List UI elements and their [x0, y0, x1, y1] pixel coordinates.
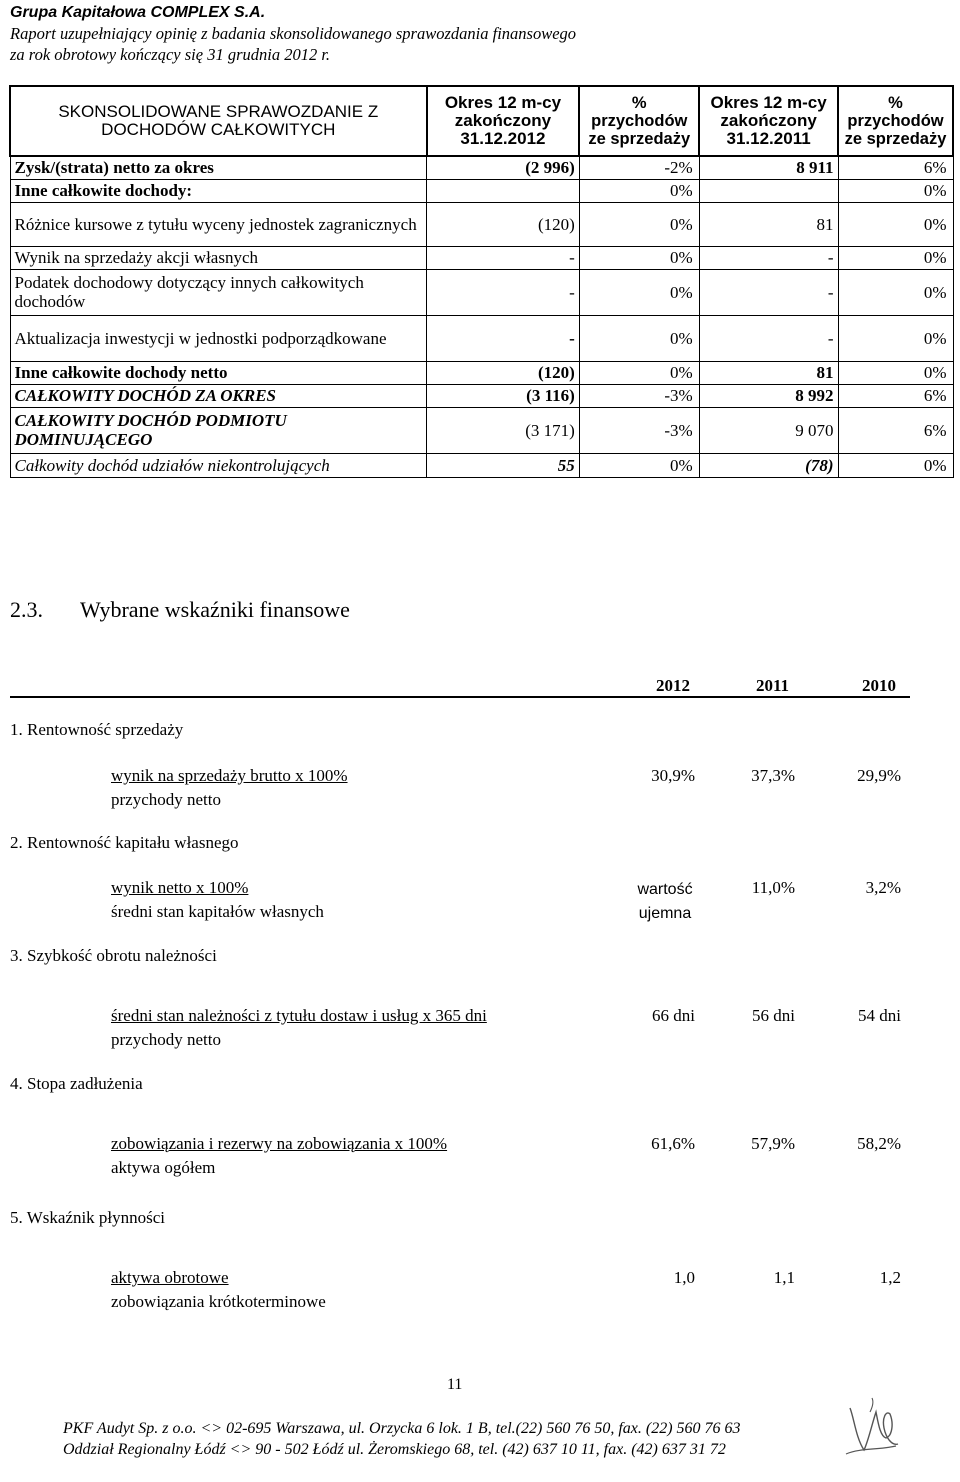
indicator-value-2012: [620, 878, 710, 926]
indicator-value-2011: 37,3%: [751, 766, 795, 785]
pct-2012: 0%: [579, 179, 699, 202]
row-label: Podatek dochodowy dotyczący innych całkowitych dochodów: [10, 269, 427, 315]
column-header-period-2012: Okres 12 m-cy zakończony 31.12.2012: [427, 86, 580, 156]
pct-2012: -2%: [579, 156, 699, 179]
formula-denominator: przychody netto: [111, 1030, 221, 1049]
indicator-title: 1. Rentowność sprzedaży: [10, 720, 184, 739]
row-label: CAŁKOWITY DOCHÓD PODMIOTU DOMINUJĄCEGO: [10, 407, 427, 453]
indicator-title: 2. Rentowność kapitału własnego: [10, 833, 239, 852]
pct-2011: 0%: [838, 269, 953, 315]
table-row: [10, 246, 953, 269]
pct-2012: 0%: [579, 315, 699, 361]
indicator-title: 5. Wskaźnik płynności: [10, 1208, 166, 1227]
pct-2012: 0%: [579, 361, 699, 384]
indicator-value-2010: 54 dni: [858, 1006, 901, 1025]
indicator-value-2010: 3,2%: [865, 878, 901, 897]
value-2012: (3 116): [427, 384, 580, 407]
formula-numerator: wynik netto x 100%: [111, 878, 249, 897]
pct-2012: -3%: [579, 407, 699, 453]
value-2011: [699, 179, 838, 202]
pct-2012: 0%: [579, 202, 699, 246]
table-row: [10, 453, 953, 477]
indicator-title: 3. Szybkość obrotu należności: [10, 946, 217, 965]
section-heading: [10, 597, 350, 623]
value-2012: (2 996): [427, 156, 580, 179]
table-row: [10, 407, 953, 453]
table-row: [10, 269, 953, 315]
table-header-row: [10, 86, 953, 156]
indicator-value-2012: 30,9%: [651, 766, 695, 785]
formula-denominator: zobowiązania krótkoterminowe: [111, 1292, 326, 1311]
value-note-line: ujemna: [638, 905, 692, 922]
value-2011: 8 911: [699, 156, 838, 179]
row-label: Inne całkowite dochody netto: [10, 361, 427, 384]
pct-2011: 0%: [838, 179, 953, 202]
table-row: [10, 315, 953, 361]
pct-2012: -3%: [579, 384, 699, 407]
indicator-title: 4. Stopa zadłużenia: [10, 1074, 143, 1093]
indicator-value-2011: 11,0%: [751, 878, 795, 897]
column-header-period-2011: Okres 12 m-cy zakończony 31.12.2011: [699, 86, 838, 156]
year-header-2010: 2010: [862, 676, 896, 695]
pct-2011: 0%: [838, 202, 953, 246]
indicator-value-2012: 66 dni: [652, 1006, 695, 1025]
page-number: 11: [447, 1376, 463, 1393]
value-2012: -: [427, 246, 580, 269]
pct-2011: 6%: [838, 384, 953, 407]
formula-numerator: średni stan należności z tytułu dostaw i usług x 365 dni: [111, 1006, 487, 1025]
year-header-2011: 2011: [756, 676, 790, 695]
indicator-value-2010: 58,2%: [857, 1134, 901, 1153]
formula-numerator: zobowiązania i rezerwy na zobowiązania x 100%: [111, 1134, 448, 1153]
indicator-formula: [111, 764, 348, 812]
footer-line: PKF Audyt Sp. z o.o. <> 02-695 Warszawa, ul. Orzycka 6 lok. 1 B, tel.(22) 560 76 50, fax. (22) 560 76 63: [63, 1420, 741, 1437]
indicator-value-2012: 61,6%: [651, 1134, 695, 1153]
value-2011: 9 070: [699, 407, 838, 453]
value-2011: (78): [699, 453, 838, 477]
handwritten-signature-icon: [842, 1388, 902, 1468]
formula-denominator: średni stan kapitałów własnych: [111, 902, 324, 921]
indicator-formula: [111, 1132, 447, 1180]
formula-denominator: aktywa ogółem: [111, 1158, 216, 1177]
footer-line: Oddział Regionalny Łódź <> 90 - 502 Łódź ul. Żeromskiego 68, tel. (42) 637 10 11, fax. (42) 637 31 72: [63, 1441, 726, 1458]
year-header-2012: 2012: [656, 676, 690, 695]
value-2011: -: [699, 269, 838, 315]
indicator-value-2010: 29,9%: [857, 766, 901, 785]
indicator-value-2011: 57,9%: [751, 1134, 795, 1153]
comprehensive-income-table: [9, 85, 954, 478]
table-title: SKONSOLIDOWANE SPRAWOZDANIE Z DOCHODÓW CAŁKOWITYCH: [10, 86, 427, 156]
pct-2011: 0%: [838, 361, 953, 384]
formula-numerator: wynik na sprzedaży brutto x 100%: [111, 766, 348, 785]
pct-2011: 0%: [838, 246, 953, 269]
report-subtitle: Raport uzupełniający opinię z badania skonsolidowanego sprawozdania finansowego: [10, 24, 577, 43]
row-label: Aktualizacja inwestycji w jednostki podporządkowane: [10, 315, 427, 361]
value-2012: (120): [427, 202, 580, 246]
pct-2011: 0%: [838, 453, 953, 477]
row-label: CAŁKOWITY DOCHÓD ZA OKRES: [10, 384, 427, 407]
indicator-formula: [111, 1004, 487, 1052]
indicator-value-2011: 1,1: [773, 1268, 795, 1287]
pct-2011: 6%: [838, 156, 953, 179]
table-row: [10, 179, 953, 202]
table-row: [10, 361, 953, 384]
row-label: Wynik na sprzedaży akcji własnych: [10, 246, 427, 269]
value-2012: 55: [427, 453, 580, 477]
pct-2012: 0%: [579, 453, 699, 477]
column-header-pct-2011: % przychodów ze sprzedaży: [838, 86, 953, 156]
value-2012: [427, 179, 580, 202]
page-footer: [63, 1418, 741, 1460]
indicator-formula: [111, 876, 324, 924]
section-number: 2.3.: [10, 597, 43, 622]
value-2011: 81: [699, 202, 838, 246]
section-title: Wybrane wskaźniki finansowe: [80, 597, 350, 622]
pct-2012: 0%: [579, 246, 699, 269]
indicator-value-2012: 1,0: [673, 1268, 695, 1287]
value-2012: -: [427, 269, 580, 315]
formula-numerator: aktywa obrotowe: [111, 1268, 229, 1287]
table-row: [10, 384, 953, 407]
table-row: [10, 202, 953, 246]
value-2011: 8 992: [699, 384, 838, 407]
table-row: [10, 156, 953, 179]
report-header: [10, 2, 576, 65]
value-note-line: wartość: [637, 881, 693, 898]
pct-2011: 6%: [838, 407, 953, 453]
indicator-value-2010: 1,2: [879, 1268, 901, 1287]
row-label: Inne całkowite dochody:: [10, 179, 427, 202]
row-label: Zysk/(strata) netto za okres: [10, 156, 427, 179]
formula-denominator: przychody netto: [111, 790, 221, 809]
row-label: Całkowity dochód udziałów niekontrolujących: [10, 453, 427, 477]
value-2012: (3 171): [427, 407, 580, 453]
indicator-value-2011: 56 dni: [752, 1006, 795, 1025]
row-label: Różnice kursowe z tytułu wyceny jednostek zagranicznych: [10, 202, 427, 246]
value-2012: (120): [427, 361, 580, 384]
value-2011: 81: [699, 361, 838, 384]
value-2011: -: [699, 315, 838, 361]
year-header-rule: [10, 696, 910, 698]
indicator-formula: [111, 1266, 326, 1314]
value-2011: -: [699, 246, 838, 269]
value-2012: -: [427, 315, 580, 361]
column-header-pct-2012: % przychodów ze sprzedaży: [579, 86, 699, 156]
pct-2011: 0%: [838, 315, 953, 361]
report-period: za rok obrotowy kończący się 31 grudnia 2012 r.: [10, 45, 331, 64]
pct-2012: 0%: [579, 269, 699, 315]
company-name: Grupa Kapitałowa COMPLEX S.A.: [10, 4, 266, 21]
